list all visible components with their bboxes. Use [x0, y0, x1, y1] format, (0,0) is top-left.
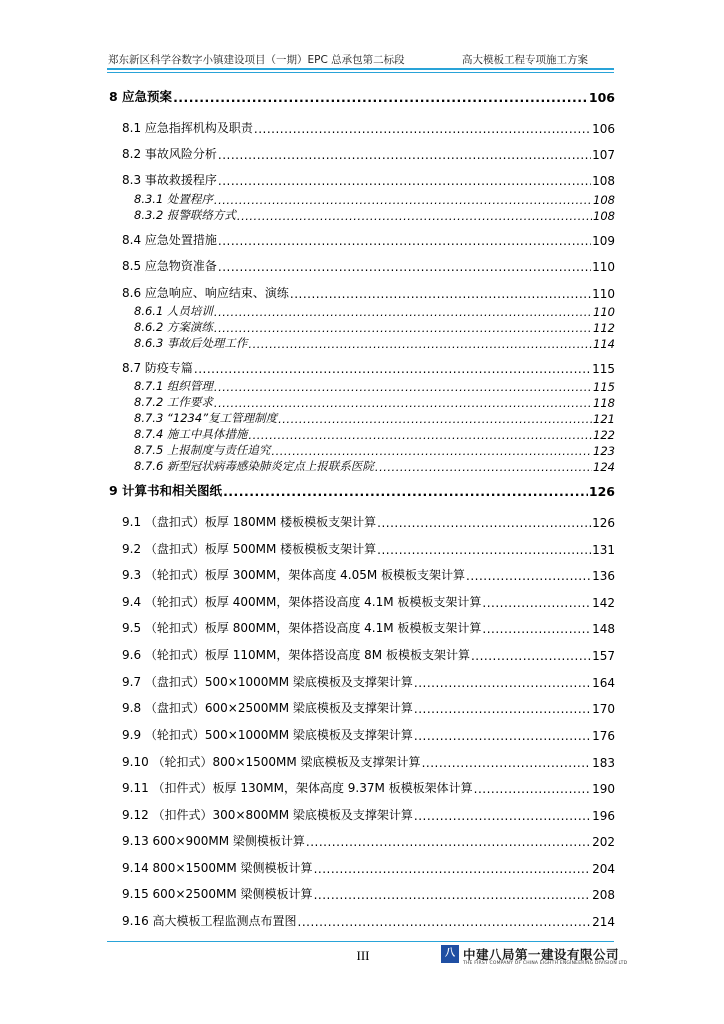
toc-entry-page: 118 — [593, 396, 615, 410]
toc-entry-page: 109 — [592, 234, 615, 248]
toc-entry[interactable] — [134, 380, 615, 394]
toc-entry[interactable] — [122, 595, 615, 610]
company-name: 中建八局第一建设有限公司 — [463, 947, 620, 962]
toc-entry-title: 8.6.1 人员培训 — [134, 304, 213, 318]
toc-entry[interactable] — [134, 337, 615, 351]
toc-entry[interactable] — [122, 233, 615, 248]
toc-entry-title: 9.9 （轮扣式）500×1000MM 梁底模板及支撑架计算 — [122, 728, 413, 742]
toc-entry-title: 8.3 事故救援程序 — [122, 173, 217, 187]
toc-entry[interactable] — [122, 834, 615, 849]
toc-entry-page: 176 — [592, 729, 615, 743]
toc-entry[interactable] — [134, 444, 615, 458]
toc-entry-title: 8.6.3 事故后处理工作 — [134, 336, 248, 350]
toc-dot-leader — [482, 596, 591, 610]
toc-entry-title: 8.6 应急响应、响应结束、演练 — [122, 286, 289, 300]
toc-entry-title: 8.4 应急处置措施 — [122, 233, 217, 247]
toc-entry-page: 108 — [592, 174, 615, 188]
toc-entry-title: 9.11 （扣件式）板厚 130MM，架体高度 9.37M 板模板架体计算 — [122, 781, 473, 795]
toc-entry[interactable] — [122, 675, 615, 690]
toc-entry[interactable] — [122, 621, 615, 636]
toc-dot-leader — [290, 287, 591, 301]
toc-dot-leader — [278, 412, 592, 426]
toc-entry-page: 124 — [593, 460, 615, 474]
toc-entry[interactable] — [122, 515, 615, 530]
toc-entry-title: 9.4 （轮扣式）板厚 400MM，架体搭设高度 4.1M 板模板支架计算 — [122, 595, 482, 609]
toc-entry-page: 115 — [592, 362, 615, 376]
header-project-title: 郑东新区科学谷数字小镇建设项目（一期）EPC 总承包第二标段 — [108, 54, 405, 66]
toc-entry-title: 9 计算书和相关图纸 — [109, 483, 223, 498]
toc-dot-leader — [314, 888, 592, 902]
toc-entry[interactable] — [122, 755, 615, 770]
toc-entry-title: 8.2 事故风险分析 — [122, 147, 217, 161]
toc-entry-page: 106 — [592, 122, 615, 136]
toc-dot-leader — [414, 729, 591, 743]
toc-entry-title: 8.7.2 工作要求 — [134, 395, 213, 409]
toc-entry[interactable] — [109, 483, 615, 499]
toc-dot-leader — [271, 444, 592, 458]
toc-entry-title: 9.15 600×2500MM 梁侧模板计算 — [122, 887, 313, 901]
toc-dot-leader — [214, 321, 592, 335]
toc-entry-title: 9.7 （盘扣式）500×1000MM 梁底模板及支撑架计算 — [122, 675, 413, 689]
toc-entry[interactable] — [122, 259, 615, 274]
toc-entry-title: 9.13 600×900MM 梁侧模板计算 — [122, 834, 305, 848]
toc-dot-leader — [466, 569, 591, 583]
toc-entry-page: 114 — [593, 337, 615, 351]
toc-dot-leader — [314, 862, 592, 876]
toc-dot-leader — [223, 484, 588, 499]
toc-dot-leader — [471, 649, 591, 663]
toc-entry-title: 8.1 应急指挥机构及职责 — [122, 121, 253, 135]
toc-entry[interactable] — [134, 209, 615, 223]
toc-entry-page: 208 — [592, 888, 615, 902]
toc-dot-leader — [254, 122, 591, 136]
toc-dot-leader — [214, 396, 592, 410]
toc-entry-page: 164 — [592, 676, 615, 690]
toc-entry-title: 8.7.6 新型冠状病毒感染肺炎定点上报联系医院 — [134, 459, 374, 473]
toc-entry[interactable] — [122, 781, 615, 796]
toc-entry[interactable] — [122, 648, 615, 663]
toc-entry[interactable] — [122, 173, 615, 188]
toc-entry-page: 108 — [593, 193, 615, 207]
toc-entry-page: 107 — [592, 148, 615, 162]
toc-dot-leader — [173, 90, 588, 105]
toc-dot-leader — [298, 915, 592, 929]
toc-entry-title: 8.7.5 上报制度与责任追究 — [134, 443, 271, 457]
toc-entry-title: 9.2 （盘扣式）板厚 500MM 楼板模板支架计算 — [122, 542, 377, 556]
toc-entry[interactable] — [134, 460, 615, 474]
toc-entry-title: 8.3.2 报警联络方式 — [134, 208, 236, 222]
toc-entry[interactable] — [134, 412, 615, 426]
toc-entry-title: 9.10 （轮扣式）800×1500MM 梁底模板及支撑架计算 — [122, 755, 421, 769]
toc-entry-title: 8.7.4 施工中具体措施 — [134, 427, 248, 441]
toc-dot-leader — [214, 193, 592, 207]
toc-entry-title: 9.16 高大模板工程监测点布置图 — [122, 914, 297, 928]
toc-entry-page: 202 — [592, 835, 615, 849]
toc-entry[interactable] — [122, 542, 615, 557]
toc-dot-leader — [474, 782, 591, 796]
toc-entry-page: 115 — [593, 380, 615, 394]
toc-dot-leader — [248, 428, 592, 442]
toc-dot-leader — [377, 516, 591, 530]
toc-entry-title: 9.14 800×1500MM 梁侧模板计算 — [122, 861, 313, 875]
company-name-english: THE FIRST COMPANY OF CHINA EIGHTH ENGINEERING DIVISION LTD — [463, 961, 628, 966]
toc-dot-leader — [375, 460, 592, 474]
toc-entry-title: 9.5 （轮扣式）板厚 800MM，架体搭设高度 4.1M 板模板支架计算 — [122, 621, 482, 635]
toc-entry[interactable] — [122, 147, 615, 162]
toc-entry[interactable] — [122, 286, 615, 301]
toc-dot-leader — [248, 337, 592, 351]
toc-entry-page: 122 — [593, 428, 615, 442]
toc-entry-page: 110 — [593, 305, 615, 319]
toc-entry[interactable] — [109, 89, 615, 105]
toc-entry-page: 190 — [592, 782, 615, 796]
footer-rule — [107, 941, 614, 942]
toc-entry-title: 8.7 防疫专篇 — [122, 361, 193, 375]
toc-dot-leader — [194, 362, 591, 376]
toc-entry-title: 9.3 （轮扣式）板厚 300MM，架体高度 4.05M 板模板支架计算 — [122, 568, 466, 582]
toc-dot-leader — [414, 702, 591, 716]
toc-dot-leader — [414, 809, 591, 823]
toc-entry-title: 9.1 （盘扣式）板厚 180MM 楼板模板支架计算 — [122, 515, 377, 529]
toc-entry-title: 8.5 应急物资准备 — [122, 259, 217, 273]
toc-entry[interactable] — [122, 914, 615, 929]
toc-entry-title: 8.3.1 处置程序 — [134, 192, 213, 206]
toc-entry[interactable] — [122, 121, 615, 136]
toc-entry[interactable] — [122, 887, 615, 902]
toc-entry-page: 142 — [592, 596, 615, 610]
toc-entry[interactable] — [122, 861, 615, 876]
toc-entry-page: 110 — [592, 260, 615, 274]
toc-dot-leader — [414, 676, 591, 690]
toc-entry[interactable] — [134, 321, 615, 335]
toc-entry-title: 9.12 （扣件式）300×800MM 梁底模板及支撑架计算 — [122, 808, 413, 822]
toc-dot-leader — [422, 756, 592, 770]
toc-entry[interactable] — [122, 728, 615, 743]
toc-entry-page: 131 — [592, 543, 615, 557]
toc-entry-page: 106 — [588, 90, 615, 105]
toc-entry-title: 9.6 （轮扣式）板厚 110MM，架体搭设高度 8M 板模板支架计算 — [122, 648, 470, 662]
toc-dot-leader — [218, 174, 591, 188]
company-logo-icon: 八 — [441, 945, 459, 963]
toc-entry[interactable] — [134, 193, 615, 207]
toc-entry[interactable] — [122, 701, 615, 716]
toc-entry-title: 8 应急预案 — [109, 89, 173, 104]
toc-entry-title: 8.6.2 方案演练 — [134, 320, 213, 334]
toc-entry-title: 9.8 （盘扣式）600×2500MM 梁底模板及支撑架计算 — [122, 701, 413, 715]
toc-dot-leader — [377, 543, 591, 557]
toc-entry[interactable] — [122, 808, 615, 823]
toc-entry-page: 170 — [592, 702, 615, 716]
toc-entry-page: 126 — [588, 484, 615, 499]
toc-entry-page: 108 — [593, 209, 615, 223]
toc-dot-leader — [214, 305, 592, 319]
toc-entry[interactable] — [134, 428, 615, 442]
toc-dot-leader — [218, 148, 591, 162]
toc-entry-page: 112 — [593, 321, 615, 335]
toc-entry-title: 8.7.3 “1234”复工管理制度 — [134, 411, 278, 425]
toc-dot-leader — [237, 209, 592, 223]
toc-entry-page: 123 — [593, 444, 615, 458]
toc-dot-leader — [218, 260, 591, 274]
toc-entry-title: 8.7.1 组织管理 — [134, 379, 213, 393]
toc-entry-page: 126 — [592, 516, 615, 530]
toc-entry[interactable] — [122, 361, 615, 376]
toc-dot-leader — [214, 380, 592, 394]
toc-entry-page: 110 — [592, 287, 615, 301]
toc-dot-leader — [218, 234, 591, 248]
toc-entry[interactable] — [122, 568, 615, 583]
toc-entry-page: 183 — [592, 756, 615, 770]
toc-entry-page: 121 — [593, 412, 615, 426]
toc-entry[interactable] — [134, 396, 615, 410]
toc-dot-leader — [482, 622, 591, 636]
toc-entry[interactable] — [134, 305, 615, 319]
toc-entry-page: 214 — [592, 915, 615, 929]
toc-entry-page: 136 — [592, 569, 615, 583]
toc-entry-page: 204 — [592, 862, 615, 876]
header-document-title: 高大模板工程专项施工方案 — [462, 54, 588, 66]
toc-dot-leader — [306, 835, 591, 849]
toc-entry-page: 148 — [592, 622, 615, 636]
page-number: III — [356, 948, 370, 963]
toc-entry-page: 157 — [592, 649, 615, 663]
toc-entry-page: 196 — [592, 809, 615, 823]
